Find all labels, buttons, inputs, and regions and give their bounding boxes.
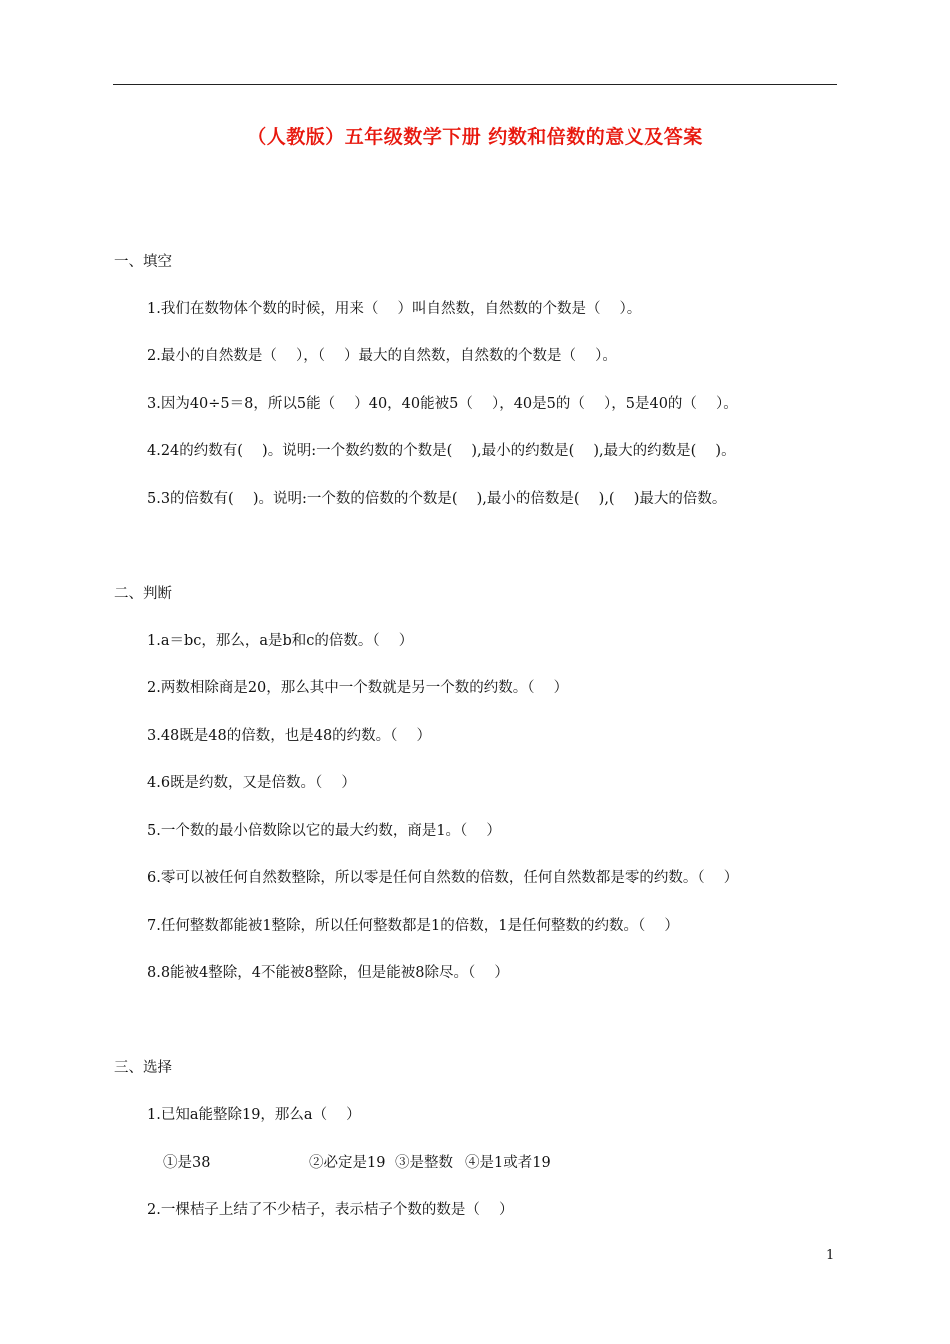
true-false-question-3: 3.48既是48的倍数，也是48的约数。（ ） — [147, 728, 432, 744]
section-heading-true-false: 二、判断 — [114, 586, 172, 602]
true-false-question-8: 8.8能被4整除，4不能被8整除，但是能被8除尽。（ ） — [147, 965, 509, 981]
fill-in-question-3: 3.因为40÷5＝8，所以5能（ ）40，40能被5（ ），40是5的（ ），5是40的（ ）。 — [147, 396, 738, 412]
fill-in-question-4: 4.24的约数有( )。说明:一个数约数的个数是( ),最小的约数是( ),最大的约数是( )。 — [147, 443, 736, 459]
choice-option-4: ④是1或者19 — [465, 1155, 551, 1171]
page-title: （人教版）五年级数学下册 约数和倍数的意义及答案 — [247, 126, 703, 148]
true-false-question-2: 2.两数相除商是20，那么其中一个数就是另一个数的约数。（ ） — [147, 680, 569, 696]
header-rule — [113, 84, 837, 85]
choice-option-3: ③是整数 — [395, 1155, 453, 1171]
fill-in-question-5: 5.3的倍数有( )。说明:一个数的倍数的个数是( ),最小的倍数是( ),( )最大的倍数。 — [147, 491, 727, 507]
choice-option-2: ②必定是19 — [309, 1155, 386, 1171]
choice-question-1: 1.已知a能整除19，那么a（ ） — [147, 1107, 361, 1123]
page-number: 1 — [826, 1248, 835, 1263]
true-false-question-7: 7.任何整数都能被1整除，所以任何整数都是1的倍数，1是任何整数的约数。（ ） — [147, 918, 679, 934]
true-false-question-5: 5.一个数的最小倍数除以它的最大约数，商是1。（ ） — [147, 823, 501, 839]
section-heading-multiple-choice: 三、选择 — [114, 1060, 172, 1076]
true-false-question-6: 6.零可以被任何自然数整除，所以零是任何自然数的倍数，任何自然数都是零的约数。（ ） — [147, 870, 739, 886]
section-heading-fill-in: 一、填空 — [114, 254, 172, 270]
fill-in-question-1: 1.我们在数物体个数的时候，用来（ ）叫自然数，自然数的个数是（ ）。 — [147, 301, 642, 317]
true-false-question-1: 1.a＝bc，那么，a是b和c的倍数。（ ） — [147, 633, 414, 649]
true-false-question-4: 4.6既是约数，又是倍数。（ ） — [147, 775, 356, 791]
fill-in-question-2: 2.最小的自然数是（ ），（ ）最大的自然数，自然数的个数是（ ）。 — [147, 348, 617, 364]
choice-option-1: ①是38 — [163, 1155, 211, 1171]
choice-options — [163, 1153, 551, 1173]
choice-question-2: 2.一棵桔子上结了不少桔子，表示桔子个数的数是（ ） — [147, 1202, 514, 1218]
